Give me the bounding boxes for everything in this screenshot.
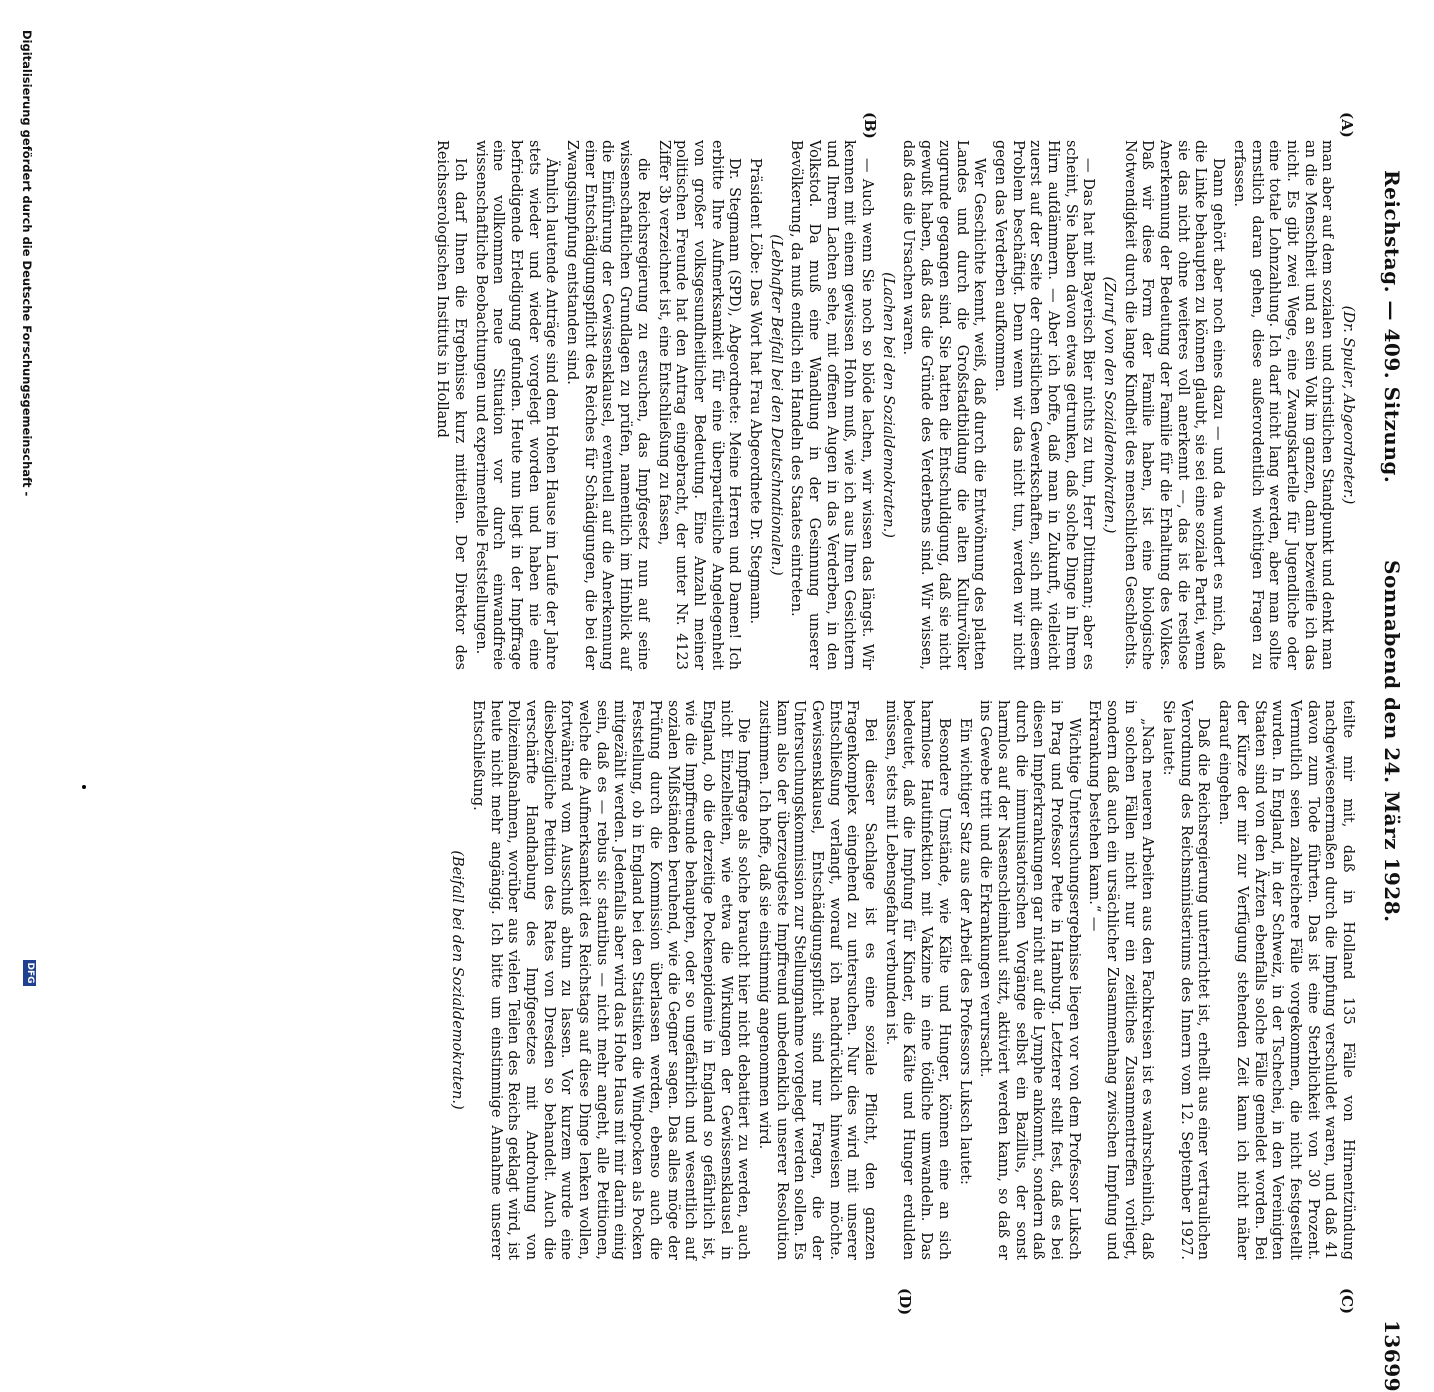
interjection: (Lachen bei den Sozialdemokraten.) <box>879 272 896 538</box>
paragraph: Wer Geschichte kennt, weiß, daß durch die Entwöhnung des platten Landes und durch die Großstadtbildung die alten Kulturvölker zugrunde gegangen sind. Sie hatten die Entschuldigung, daß sie nicht gewußt haben, daß das die Gründe des Verderbens sind. Wir wissen, daß das die Ursachen waren. <box>900 140 988 670</box>
paragraph: teilte mir mit, daß in Holland 135 Fälle von Hirnentzündung nachgewiesenermaßen durch die Impfung verschuldet waren, und daß 41 davon zum Tode führten. Das ist eine Sterblichkeit von 30 Prozent. Vermutlich seien zahlreichere Fälle vorgekommen, die nicht festgestellt wurden. In England, in der Schweiz, in der Tschechei, in den Vereinigten Staaten sind von den Ärzten ebenfalls solche Fälle gemeldet worden. Bei der Kürze der mir zur Verfügung stehenden Zeit kann ich nicht näher darauf eingehen. <box>1216 700 1356 1260</box>
quotation: Besondere Umstände, wie Kälte und Hunger, können eine an sich harmlose Hautinfektion mit Vakzine in eine tödliche umwandeln. Das bedeutet, daß die Impfung für Kinder, die Kälte und Hunger erdulden müssen, stets mit Lebensgefahr verbunden ist. <box>882 700 952 1260</box>
paragraph: man aber auf dem sozialen und christlichen Standpunkt und denkt man an die Menschheit und an sein Volk im ganzen, dann bezweifle ich das nicht. Es gibt zwei Wege, eine Zwangskartelle für Jugendliche oder eine totale Lohnzahlung. Ich darf nicht lang werden, aber man sollte ernstlich daran gehen, diese außerordentlich wichtigen Fragen zu erfassen. <box>1230 140 1336 670</box>
quoted-motion: die Reichsregierung zu ersuchen, das Impfgesetz nun auf seine wissenschaftlichen Grundlagen zu prüfen, namentlich im Hinblick auf die Einführung der Gewissensklausel, eventuell auf die Anerkennung einer Entschädigungspflicht des Reiches für Schädigungen, die bei der Zwangsimpfung entstanden sind. <box>564 140 651 670</box>
margin-marker-d: (D) <box>896 1288 914 1316</box>
paragraph: Daß die Reichsregierung unterrichtet ist, erhellt aus einer vertraulichen Verordnung des Reichsministeriums des Innern vom 12. September 1927. Sie lautet: <box>1160 700 1212 1260</box>
quotation: „Nach neueren Arbeiten aus den Fachkreisen ist es wahrscheinlich, daß in solchen Fällen nicht nur ein zeitliches Zusammentreffen vorliegt, sondern daß auch ein ursächlicher Zusammenhang zwischen Impfung und Erkrankung bestehen kann.“ — <box>1086 700 1156 1260</box>
digitization-credit: Digitalisierung gefördert durch die Deutsche Forschungsgemeinschaft - <box>20 30 34 497</box>
paragraph: Bei dieser Sachlage ist es eine soziale Pflicht, den ganzen Fragenkomplex eingehend zu untersuchen. Nur dies wird mit unserer Entschließung verlangt, worauf ich nachdrücklich hinweisen möchte. Gewissensklausel, Entschädigungspflicht sind nur Fragen, die der Untersuchungskommission zur Stellungnahme vorgelegt werden sollen. Es kann also der überzeugteste Impffreund unbedenklich unserer Resolution zustimmen. Ich hoffe, daß sie einstimmig angenommen wird. <box>756 700 879 1260</box>
header-date: Sonnabend den 24. März 1928. <box>1380 560 1404 923</box>
page-number: 13699 <box>1380 1320 1404 1392</box>
paragraph: Dr. Stegmann (SPD), Abgeordnete: Meine Herren und Damen! Ich erbitte Ihre Aufmerksamkeit für eine überparteiliche Angelegenheit von großer volksgesundheitlicher Bedeutung. Eine Anzahl meiner politischen Freunde hat den Antrag eingebracht, der unter Nr. 4123 Ziffer 3b verzeichnet ist, eine Entschließung zu fassen, <box>655 140 743 670</box>
right-column <box>445 700 1356 1260</box>
margin-marker-a: (A) <box>1338 112 1356 138</box>
speaker-note: (Dr. Spuler, Abgeordneter.) <box>1340 305 1356 505</box>
interjection: (Zuruf von den Sozialdemokraten.) <box>1101 276 1118 534</box>
margin-marker-b: (B) <box>861 112 879 139</box>
interjection: (Beifall bei den Sozialdemokraten.) <box>449 850 466 1110</box>
paragraph: Dann gehört aber noch eines dazu — und da wundert es mich, daß die Linke behaupten zu können glaubt, sie sei eine soziale Partei, wenn sie das nicht ohne weiteres voll anerkennt —, das ist die restlose Anerkennung der Bedeutung der Familie für die Erhaltung des Volkes. Daß wir diese Form der Familie haben, ist eine biologische Notwendigkeit durch die lange Kindheit des menschlichen Geschlechts. <box>1121 140 1227 670</box>
header-title: Reichstag. — 409. Sitzung. <box>1380 170 1404 484</box>
interjection: (Lebhafter Beifall bei den Deutschnationalen.) <box>767 234 784 576</box>
stray-dot <box>82 785 86 789</box>
speaker-intro: Präsident Löbe: Das Wort hat Frau Abgeordnete Dr. Stegmann. <box>747 158 763 625</box>
paragraph: — Auch wenn Sie noch so blöde lachen, wir wissen das längst. Wir kennen mit einem gewissen Hohn muß, wie ich aus Ihren Gesichtern und Ihrem Lachen sehe, mit offenen Augen in das Verderben, in den Volkstod. Da muß eine Wandlung in der Gesinnung unserer Bevölkerung, da muß endlich ein Handeln des Staates eintreten. <box>788 140 876 670</box>
page-header <box>1374 170 1404 1392</box>
paragraph: Ähnlich lautende Anträge sind dem Hohen Hause im Laufe der Jahre stets wieder und wieder vorgelegt worden und haben nie eine befriedigende Erledigung gefunden. Heute nun liegt in der Impffrage eine vollkommen neue Situation vor durch einwandfreie wissenschaftliche Beobachtungen und experimentelle Feststellungen. <box>472 140 560 670</box>
paragraph: Die Impffrage als solche braucht hier nicht debattiert zu werden, auch nicht Einzelheiten, wie etwa die Wirkungen der Gewissensklausel in England, ob die derzeitige Pockenepidemie in England so gefährlich ist, wie die Impffreunde behaupten, oder so ungefährlich und wesentlich auf sozialen Mißständen beruhend, wie die Gegner sagen. Das alles möge der Prüfung durch die Kommission überlassen werden, ebenso auch die Feststellung, ob in England bei den Statistiken die Windpocken als Pocken mitgezählt werden. Jedenfalls aber wird das Hohe Haus mit mir darin einig sein, daß es — rebus sic stantibus — nicht mehr angeht, alle Petitionen, welche die Aufmerksamkeit des Reichstags auf diese Dinge lenken wollen, fortwährend vom Ausschuß abtun zu lassen. Vor kurzem wurde eine diesbezügliche Petition des Rates von Dresden so behandelt. Auch die verschärfte Handhabung des Impfgesetzes mit Androhung von Polizeimaßnahmen, worüber aus vielen Teilen des Reichs geklagt wird, ist heute nicht mehr angängig. Ich bitte um einstimmige Annahme unserer Entschließung. <box>470 700 752 1260</box>
margin-marker-c: (C) <box>1338 1288 1356 1315</box>
paragraph: Ich darf Ihnen die Ergebnisse kurz mitteilen. Der Direktor des Reichsserologischen Instituts in Holland <box>434 140 468 670</box>
dfg-logo: DFG <box>23 960 36 986</box>
paragraph: — Das hat mit Bayerisch Bier nichts zu tun, Herr Dittmann; aber es scheint, Sie haben davon etwas getrunken, daß solche Dinge in Ihrem Hirn aufdämmern. — Aber ich hoffe, daß man in Zukunft, vielleicht zuerst auf der Seite der christlichen Gewerkschaften, sich mit diesem Problem beschäftigt. Denn wenn wir das nicht tun, werden wir nicht gegen das Verderben aufkommen. <box>991 140 1097 670</box>
left-column <box>430 0 1356 670</box>
paragraph: Ein wichtiger Satz aus der Arbeit des Professors Luksch lautet: <box>956 718 973 1185</box>
paragraph: Wichtige Untersuchungsergebnisse liegen vor von dem Professor Luksch in Prag und Professor Pette in Hamburg. Letzterer stellt fest, daß es bei diesen Impferkrankungen gar nicht auf die Lymphe ankommt, sondern daß durch die immunisatorischen Vorgänge selbst ein Bazillus, der sonst harmlos auf der Nasenschleimhaut sitzt, aktiviert werden kann, so daß er ins Gewebe tritt und die Erkrankungen verursacht. <box>977 700 1082 1260</box>
